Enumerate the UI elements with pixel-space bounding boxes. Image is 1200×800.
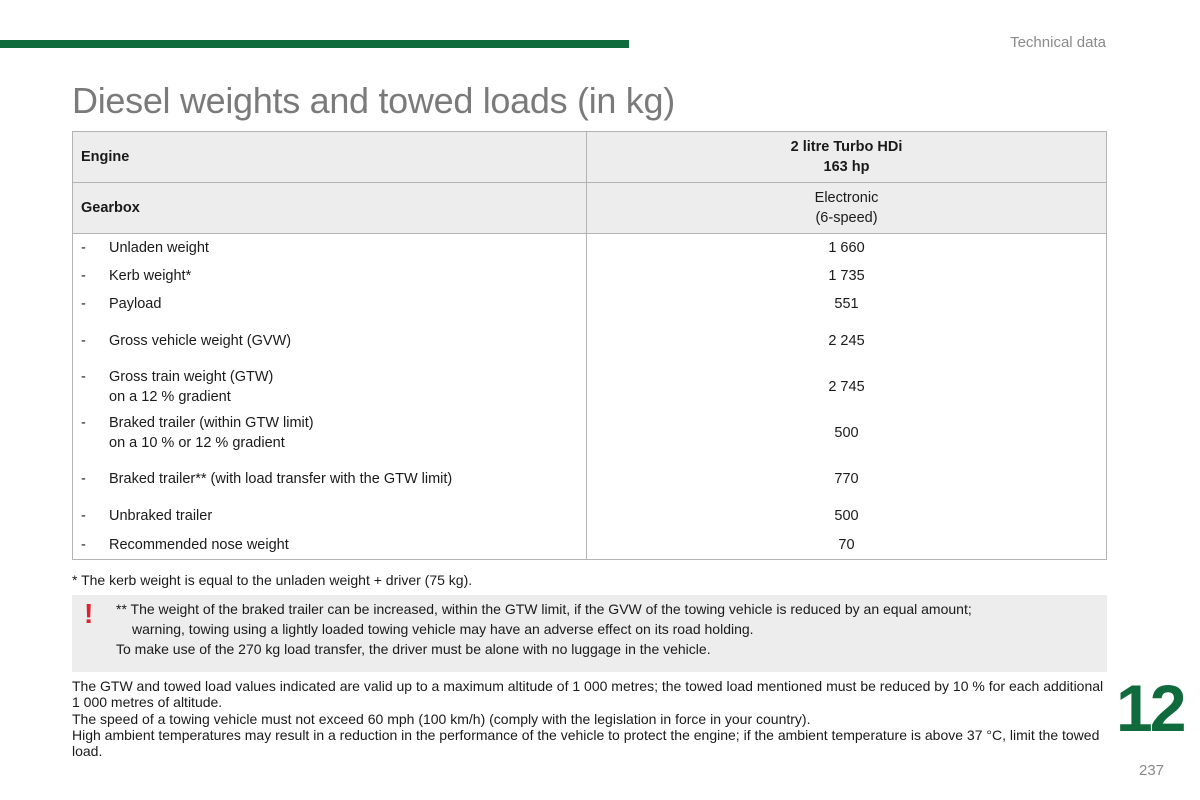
row-label (73, 506, 586, 526)
row-label-text: Gross train weight (GTW) (109, 368, 274, 385)
table-row (73, 531, 1107, 560)
dash: - (81, 267, 86, 284)
row-label (73, 294, 586, 314)
row-label-text: Recommended nose weight (109, 536, 289, 553)
dash: - (81, 536, 86, 553)
row-label-text-2: on a 10 % or 12 % gradient (109, 434, 285, 451)
table-row (73, 364, 1107, 410)
table-row (73, 502, 1107, 531)
row-label-text: Kerb weight* (109, 267, 192, 284)
chapter-number: 12 (1116, 671, 1184, 745)
row-label (73, 331, 586, 351)
warning-note (72, 595, 1107, 672)
gearbox-value (587, 183, 1107, 234)
row-label (73, 367, 586, 407)
gearbox-row (73, 183, 1107, 234)
engine-value-line1: 2 litre Turbo HDi (790, 139, 903, 155)
table-row (73, 410, 1107, 456)
row-label-text: Payload (109, 296, 162, 312)
table-row (73, 319, 1107, 364)
gearbox-label: Gearbox (73, 183, 587, 234)
table-row (73, 290, 1107, 319)
dash: - (81, 296, 86, 312)
row-value: 70 (587, 531, 1107, 560)
row-label-text-2: on a 12 % gradient (109, 388, 231, 405)
row-value: 1 735 (587, 262, 1107, 290)
dash: - (81, 508, 86, 524)
row-label (73, 238, 586, 258)
row-value: 500 (587, 410, 1107, 456)
note-line-2: warning, towing using a lightly loaded towing vehicle may have an adverse effect on its road holding. (132, 621, 754, 637)
warning-exclamation-icon: ! (84, 598, 94, 629)
row-value: 500 (587, 502, 1107, 531)
header-accent-bar (0, 40, 629, 48)
row-label-text: Gross vehicle weight (GVW) (109, 333, 292, 349)
engine-label: Engine (73, 132, 587, 183)
temperature-paragraph: High ambient temperatures may result in a reduction in the performance of the vehicle to protect the engine; if the ambient temperature is above 37 °C, limit the towed load. (72, 726, 1100, 760)
page-number: 237 (1139, 762, 1165, 779)
dash: - (81, 333, 86, 349)
row-value: 770 (587, 456, 1107, 502)
row-value: 2 745 (587, 364, 1107, 410)
row-label (73, 266, 586, 286)
row-value: 551 (587, 290, 1107, 319)
table-row (73, 262, 1107, 290)
gearbox-value-line2: (6-speed) (815, 210, 878, 226)
engine-value-line2: 163 hp (823, 159, 870, 175)
row-label (73, 535, 586, 555)
page-title: Diesel weights and towed loads (in kg) (72, 80, 675, 121)
row-value: 1 660 (587, 234, 1107, 262)
table-row (73, 234, 1107, 262)
row-value: 2 245 (587, 319, 1107, 364)
row-label-text: Braked trailer** (with load transfer with the GTW limit) (109, 470, 453, 487)
dash: - (81, 414, 86, 431)
section-title: Technical data (1010, 34, 1106, 51)
dash: - (81, 470, 86, 487)
engine-row (73, 132, 1107, 183)
engine-value (587, 132, 1107, 183)
row-label-text: Braked trailer (within GTW limit) (109, 414, 314, 431)
dash: - (81, 368, 86, 385)
note-line-1: ** The weight of the braked trailer can be increased, within the GTW limit, if the GVW of the towing vehicle is reduced by an equal amount; (116, 601, 972, 617)
row-label-text: Unladen weight (109, 239, 209, 256)
gearbox-value-line1: Electronic (814, 190, 879, 206)
warning-note-text (116, 599, 1096, 659)
weights-table (72, 131, 1107, 560)
dash: - (81, 239, 86, 256)
row-label (73, 413, 586, 453)
body-text (72, 678, 1107, 759)
note-line-3: To make use of the 270 kg load transfer, the driver must be alone with no luggage in the vehicle. (116, 641, 711, 657)
altitude-paragraph: The GTW and towed load values indicated are valid up to a maximum altitude of 1 000 metres; the towed load mentioned must be reduced by 10 % for each additional 1 000 metres of altitude. (72, 678, 1104, 711)
speed-paragraph: The speed of a towing vehicle must not exceed 60 mph (100 km/h) (comply with the legislation in force in your country). (72, 710, 811, 727)
row-label-text: Unbraked trailer (109, 508, 213, 524)
table-row (73, 456, 1107, 502)
kerb-weight-footnote: * The kerb weight is equal to the unladen weight + driver (75 kg). (72, 572, 473, 588)
row-label (73, 469, 586, 489)
